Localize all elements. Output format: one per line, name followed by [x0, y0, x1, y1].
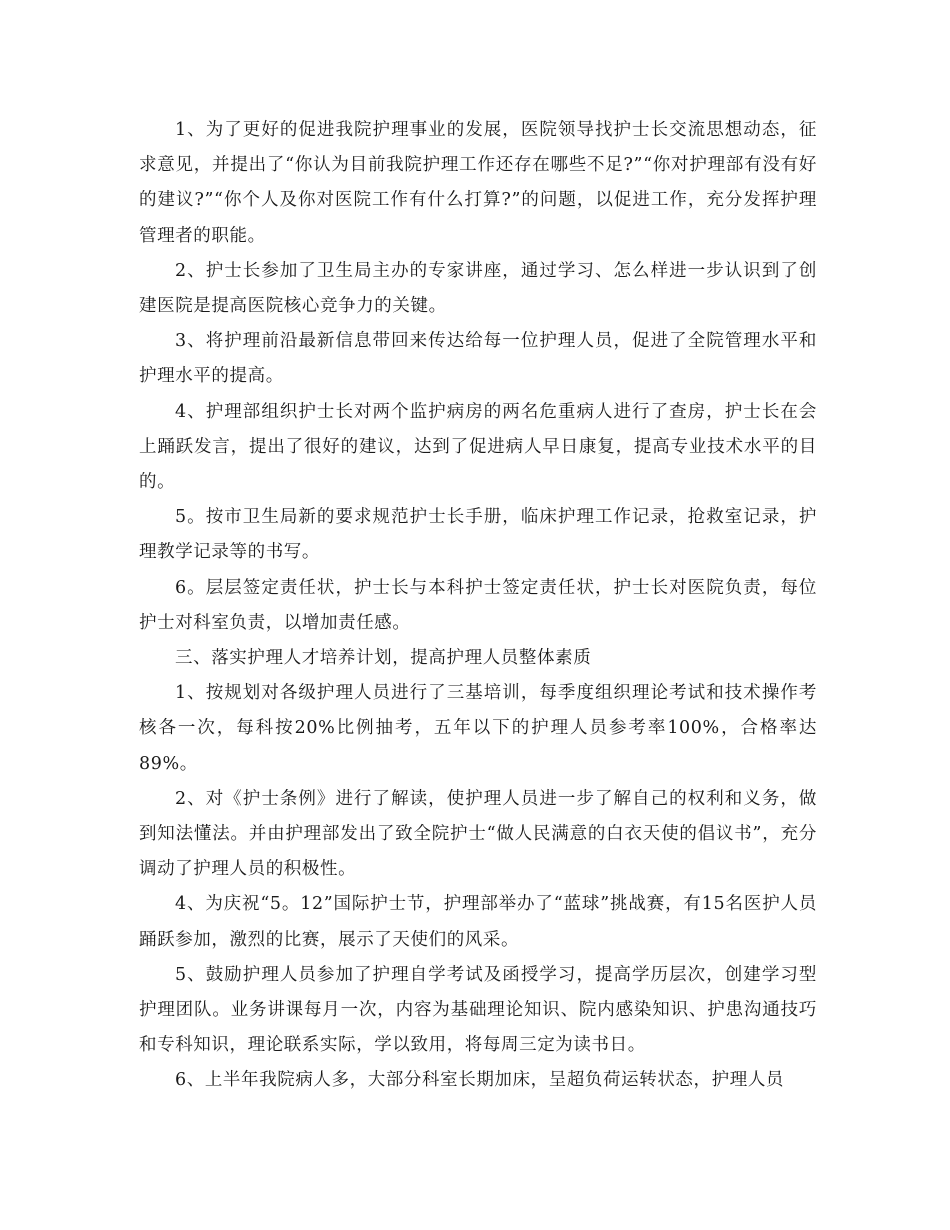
paragraph-1: 1、为了更好的促进我院护理事业的发展，医院领导找护士长交流思想动态，征求意见，并提出了“你认为目前我院护理工作还存在哪些不足?”“你对护理部有没有好的建议?”“你个人及你对医院工作有什么打算?”的问题，以促进工作，充分发挥护理管理者的职能。	[139, 120, 817, 246]
paragraph-4: 4、护理部组织护士长对两个监护病房的两名危重病人进行了查房，护士长在会上踊跃发言，提出了很好的建议，达到了促进病人早日康复，提高专业技术水平的目的。	[139, 401, 817, 493]
paragraph-8: 2、对《护士条例》进行了解读，使护理人员进一步了解自己的权利和义务，做到知法懂法。并由护理部发出了致全院护士“做人民满意的白衣天使的倡议书”，充分调动了护理人员的积极性。	[139, 788, 817, 880]
paragraph-11: 6、上半年我院病人多，大部分科室长期加床，呈超负荷运转状态，护理人员	[175, 1070, 785, 1091]
paragraph-9: 4、为庆祝“5。12”国际护士节，护理部举办了“蓝球”挑战赛，有15名医护人员踊跃参加，激烈的比赛，展示了天使们的风采。	[139, 894, 817, 950]
paragraph-2: 2、护士长参加了卫生局主办的专家讲座，通过学习、怎么样进一步认识到了创建医院是提高医院核心竞争力的关键。	[139, 260, 817, 317]
paragraph-6: 6。层层签定责任状，护士长与本科护士签定责任状，护士长对医院负责，每位护士对科室负责，以增加责任感。	[139, 577, 817, 633]
paragraph-3: 3、将护理前沿最新信息带回来传达给每一位护理人员，促进了全院管理水平和护理水平的提高。	[139, 331, 817, 387]
section-heading: 三、落实护理人才培养计划，提高护理人员整体素质	[175, 648, 592, 669]
paragraph-5: 5。按市卫生局新的要求规范护士长手册，临床护理工作记录，抢救室记录，护理教学记录等的书写。	[139, 507, 817, 563]
document-body	[139, 113, 817, 1099]
paragraph-7: 1、按规划对各级护理人员进行了三基培训，每季度组织理论考试和技术操作考核各一次，每科按20%比例抽考，五年以下的护理人员参考率100%，合格率达89%。	[139, 683, 817, 774]
paragraph-10: 5、鼓励护理人员参加了护理自学考试及函授学习，提高学历层次，创建学习型护理团队。业务讲课每月一次，内容为基础理论知识、院内感染知识、护患沟通技巧和专科知识，理论联系实际，学以致用，将每周三定为读书日。	[139, 964, 817, 1056]
